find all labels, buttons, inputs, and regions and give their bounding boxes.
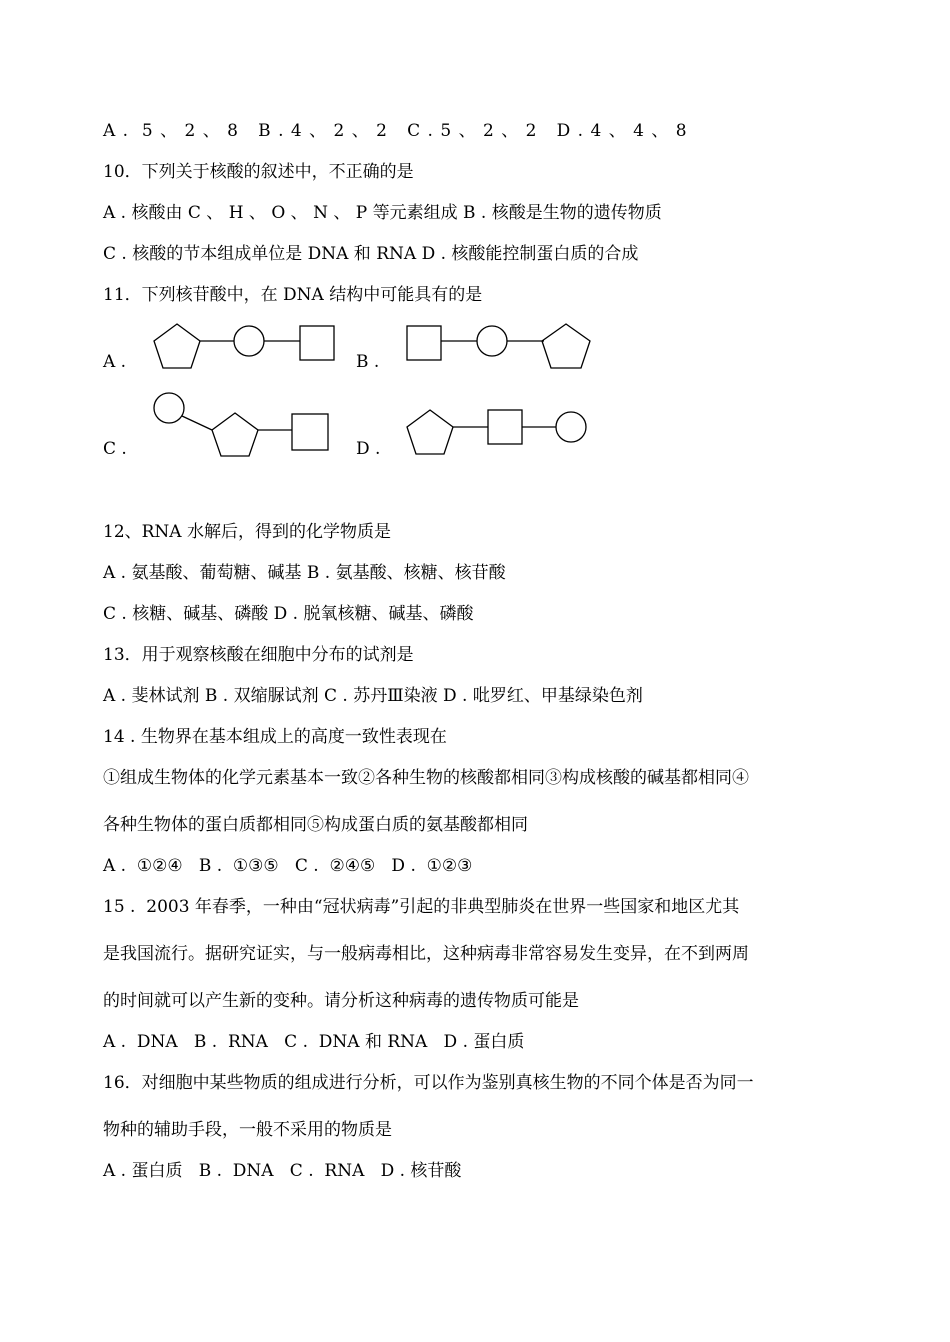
q16-options: A . 蛋白质 B . DNA C . RNA D . 核苷酸 (103, 1161, 462, 1181)
q16-stem-line2: 物种的辅助手段，一般不采用的物质是 (103, 1120, 392, 1140)
circle-icon (477, 326, 507, 356)
q15-stem-line1: 15 . 2003 年春季，一种由“冠状病毒”引起的非典型肺炎在世界一些国家和地区尤其 (103, 897, 740, 917)
q13-options: A . 斐林试剂 B . 双缩脲试剂 C . 苏丹Ⅲ染液 D . 吡罗红、甲基绿染色剂 (103, 686, 643, 706)
pentagon-icon (154, 324, 200, 368)
circle-icon (154, 393, 184, 423)
q11-label-c: C . (103, 439, 127, 459)
q11-stem: 11．下列核苷酸中，在 DNA 结构中可能具有的是 (103, 285, 483, 305)
q15-stem-line2: 是我国流行。据研究证实，与一般病毒相比，这种病毒非常容易发生变异，在不到两周 (103, 944, 749, 964)
square-icon (292, 414, 328, 450)
q16-stem-line1: 16．对细胞中某些物质的组成进行分析，可以作为鉴别真核生物的不同个体是否为同一 (103, 1073, 754, 1093)
circle-icon (556, 412, 586, 442)
q14-items-line2: 各种生物体的蛋白质都相同⑤构成蛋白质的氨基酸都相同 (103, 815, 528, 835)
q9-options: A . 5 、 2 、 8 B . 4 、 2 、 2 C . 5 、 2 、 2 D . 4 、 4 、 8 (103, 121, 688, 141)
square-icon (300, 326, 334, 360)
q10-options-ab: A . 核酸由 C 、 H 、 O 、 N 、 P 等元素组成 B . 核酸是生物的遗传物质 (103, 203, 662, 223)
q12-options-cd: C . 核糖、碱基、磷酸 D . 脱氧核糖、碱基、磷酸 (103, 604, 474, 624)
square-icon (488, 410, 522, 444)
q11-option-a-diagram (150, 322, 340, 372)
square-icon (407, 326, 441, 360)
q12-stem: 12、RNA 水解后，得到的化学物质是 (103, 522, 391, 542)
q15-options: A . DNA B . RNA C . DNA 和 RNA D . 蛋白质 (103, 1032, 525, 1052)
q13-stem: 13．用于观察核酸在细胞中分布的试剂是 (103, 645, 414, 665)
q11-option-d-diagram (406, 408, 596, 458)
q14-options: A . ①②④ B . ①③⑤ C . ②④⑤ D . ①②③ (103, 856, 473, 876)
pentagon-icon (212, 413, 258, 456)
circle-icon (234, 326, 264, 356)
q14-items-line1: ①组成生物体的化学元素基本一致②各种生物的核酸都相同③构成核酸的碱基都相同④ (103, 768, 749, 788)
q14-stem: 14 . 生物界在基本组成上的高度一致性表现在 (103, 727, 447, 747)
q10-options-cd: C . 核酸的节本组成单位是 DNA 和 RNA D . 核酸能控制蛋白质的合成 (103, 244, 639, 264)
q10-stem: 10．下列关于核酸的叙述中，不正确的是 (103, 162, 414, 182)
q11-label-a: A . (103, 352, 127, 372)
q11-option-c-diagram (150, 392, 340, 460)
q11-label-b: B . (356, 352, 380, 372)
q11-option-b-diagram (405, 322, 595, 372)
pentagon-icon (407, 410, 453, 454)
q11-label-d: D . (356, 439, 381, 459)
pentagon-icon (542, 324, 590, 368)
q12-options-ab: A . 氨基酸、葡萄糖、碱基 B . 氨基酸、核糖、核苷酸 (103, 563, 506, 583)
q15-stem-line3: 的时间就可以产生新的变种。请分析这种病毒的遗传物质可能是 (103, 991, 579, 1011)
